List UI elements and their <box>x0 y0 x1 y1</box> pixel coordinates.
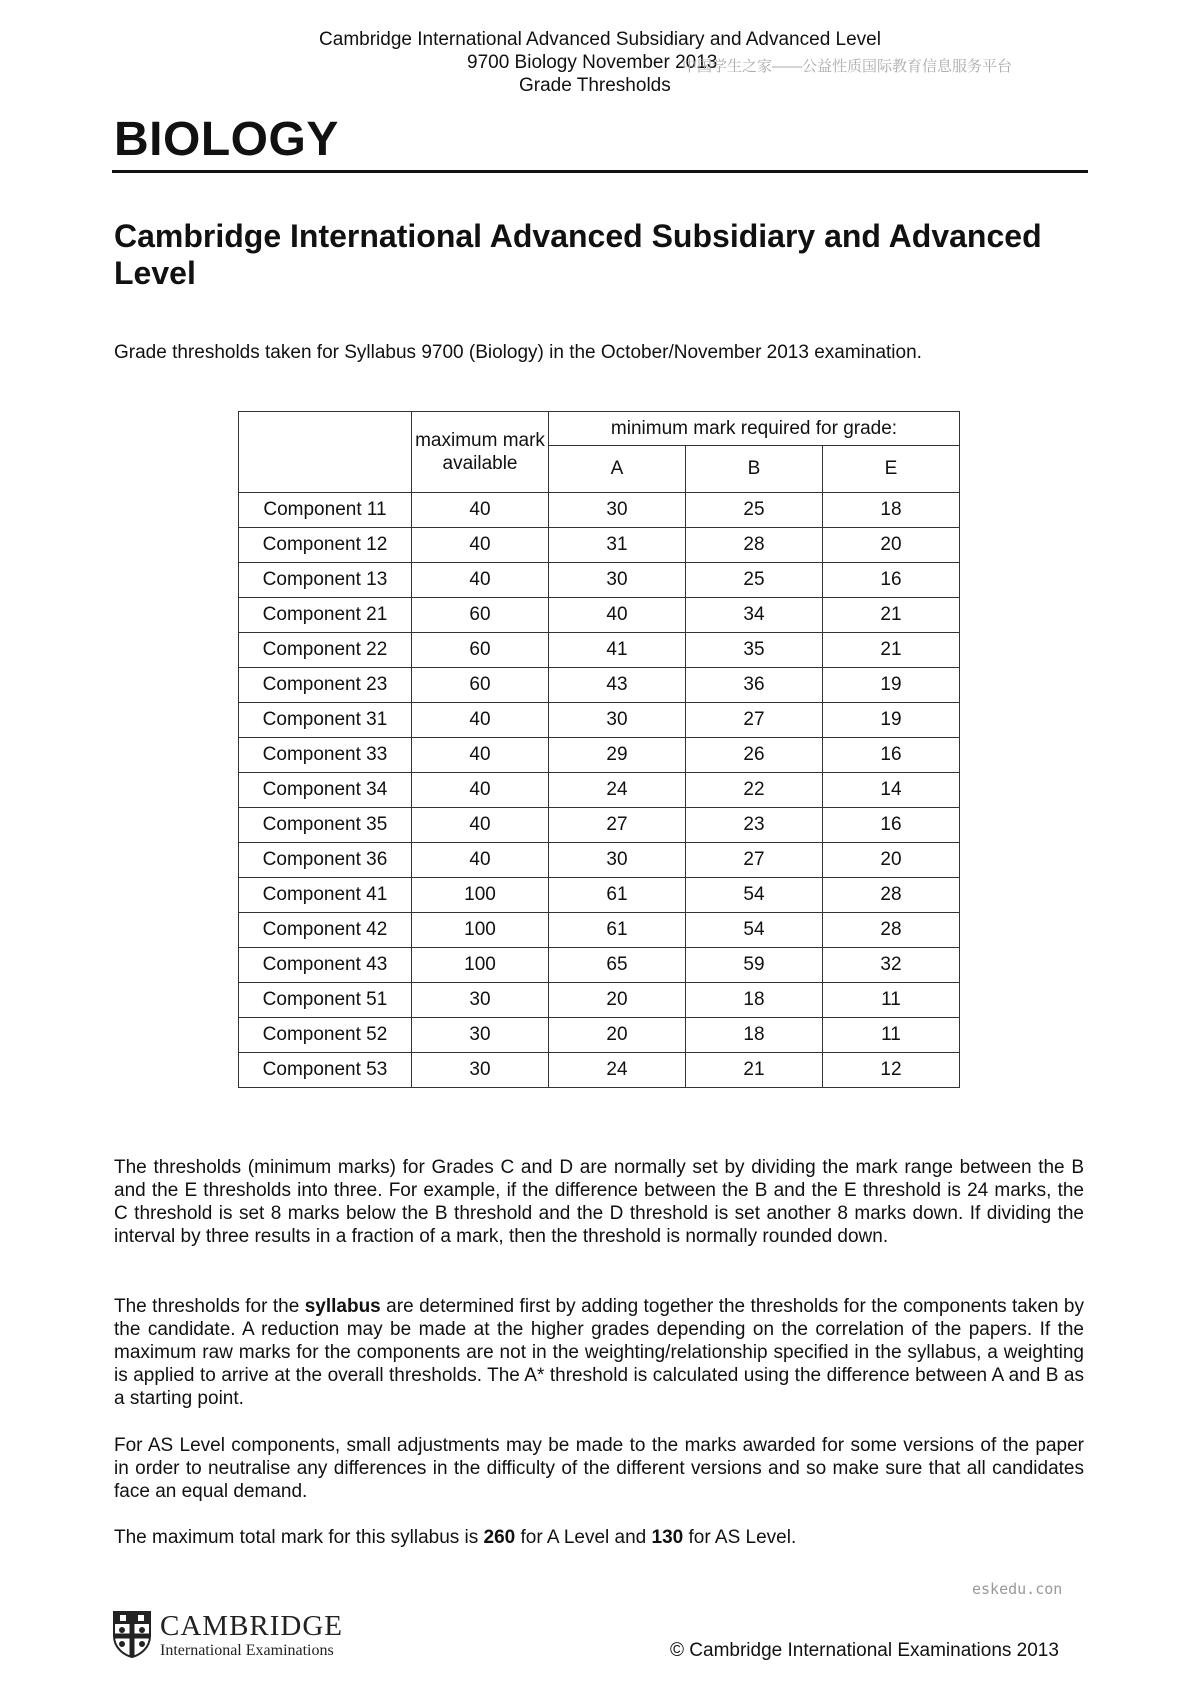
cambridge-logo <box>112 1610 352 1660</box>
grade-e-cell: 21 <box>823 633 960 668</box>
max-mark-cell: 40 <box>412 843 549 878</box>
table-row <box>239 808 960 843</box>
table-row <box>239 563 960 598</box>
table-row <box>239 843 960 878</box>
max-mark-cell: 100 <box>412 948 549 983</box>
grade-a-cell: 61 <box>549 913 686 948</box>
component-name-cell: Component 12 <box>239 528 412 563</box>
grade-b-cell: 18 <box>686 1018 823 1053</box>
watermark-text: 中国学生之家——公益性质国际教育信息服务平台 <box>682 58 1013 75</box>
grade-b-cell: 25 <box>686 563 823 598</box>
grade-b-cell: 27 <box>686 703 823 738</box>
table-row <box>239 948 960 983</box>
p4-text-e: for AS Level. <box>683 1527 797 1548</box>
page-subtitle: Cambridge International Advanced Subsidiary and Advanced Level <box>114 218 1042 291</box>
paragraph-as-adjustments: For AS Level components, small adjustments may be made to the marks awarded for some versions of the paper in order to neutralise any differences in the difficulty of the different versions and so make sure that all candidates face an equal demand. <box>114 1435 1084 1502</box>
max-mark-cell: 40 <box>412 528 549 563</box>
cambridge-shield-icon <box>112 1610 152 1658</box>
grade-a-cell: 30 <box>549 843 686 878</box>
grade-a-cell: 41 <box>549 633 686 668</box>
max-mark-cell: 40 <box>412 563 549 598</box>
grade-e-cell: 16 <box>823 808 960 843</box>
grade-b-cell: 34 <box>686 598 823 633</box>
grade-a-cell: 30 <box>549 703 686 738</box>
table-row <box>239 528 960 563</box>
max-mark-cell: 60 <box>412 598 549 633</box>
grade-b-cell: 23 <box>686 808 823 843</box>
table-row <box>239 703 960 738</box>
max-mark-cell: 40 <box>412 493 549 528</box>
table-row <box>239 668 960 703</box>
component-name-cell: Component 35 <box>239 808 412 843</box>
max-mark-cell: 100 <box>412 878 549 913</box>
table-row <box>239 598 960 633</box>
component-name-cell: Component 22 <box>239 633 412 668</box>
grade-b-cell: 28 <box>686 528 823 563</box>
grade-e-cell: 20 <box>823 843 960 878</box>
grade-header-e: E <box>823 446 960 493</box>
table-row <box>239 493 960 528</box>
grade-b-cell: 54 <box>686 878 823 913</box>
p4-as-level-total: 130 <box>651 1527 684 1548</box>
grade-e-cell: 21 <box>823 598 960 633</box>
grade-e-cell: 19 <box>823 668 960 703</box>
logo-subtitle: International Examinations <box>160 1642 334 1659</box>
component-name-cell: Component 36 <box>239 843 412 878</box>
max-mark-cell: 60 <box>412 633 549 668</box>
max-mark-cell: 40 <box>412 703 549 738</box>
component-name-cell: Component 23 <box>239 668 412 703</box>
header-line-3: Grade Thresholds <box>519 75 671 96</box>
component-name-cell: Component 42 <box>239 913 412 948</box>
grade-header-b: B <box>686 446 823 493</box>
grade-e-cell: 18 <box>823 493 960 528</box>
grade-e-cell: 16 <box>823 563 960 598</box>
max-mark-cell: 30 <box>412 1053 549 1088</box>
component-name-cell: Component 53 <box>239 1053 412 1088</box>
p2-bold-word: syllabus <box>304 1296 381 1317</box>
grade-e-cell: 32 <box>823 948 960 983</box>
grade-a-cell: 61 <box>549 878 686 913</box>
grade-b-cell: 35 <box>686 633 823 668</box>
max-mark-cell: 40 <box>412 773 549 808</box>
header-line-1: Cambridge International Advanced Subsidiary and Advanced Level <box>319 29 881 50</box>
page-title: BIOLOGY <box>114 113 339 166</box>
title-divider <box>112 170 1088 173</box>
grade-e-cell: 12 <box>823 1053 960 1088</box>
component-name-cell: Component 34 <box>239 773 412 808</box>
grade-b-cell: 59 <box>686 948 823 983</box>
component-name-cell: Component 51 <box>239 983 412 1018</box>
max-mark-header: maximum mark available <box>412 412 549 493</box>
grade-e-cell: 16 <box>823 738 960 773</box>
table-row <box>239 1018 960 1053</box>
max-mark-cell: 30 <box>412 983 549 1018</box>
component-name-cell: Component 11 <box>239 493 412 528</box>
grade-b-cell: 36 <box>686 668 823 703</box>
grade-e-cell: 11 <box>823 1018 960 1053</box>
grade-a-cell: 30 <box>549 563 686 598</box>
table-row <box>239 1053 960 1088</box>
max-mark-cell: 100 <box>412 913 549 948</box>
paragraph-syllabus-thresholds <box>114 1295 1084 1410</box>
grade-b-cell: 22 <box>686 773 823 808</box>
intro-text: Grade thresholds taken for Syllabus 9700 (Biology) in the October/November 2013 examination. <box>114 342 922 363</box>
table-row <box>239 913 960 948</box>
site-watermark: eskedu.con <box>972 1580 1063 1598</box>
grade-b-cell: 21 <box>686 1053 823 1088</box>
grade-e-cell: 14 <box>823 773 960 808</box>
table-body <box>239 493 960 1088</box>
component-name-cell: Component 13 <box>239 563 412 598</box>
component-name-cell: Component 41 <box>239 878 412 913</box>
max-mark-cell: 30 <box>412 1018 549 1053</box>
grade-b-cell: 18 <box>686 983 823 1018</box>
table-row <box>239 773 960 808</box>
empty-header-cell <box>239 412 412 493</box>
header-line-2: 9700 Biology November 2013 <box>467 52 718 73</box>
paragraph-max-total <box>114 1526 1084 1549</box>
table-row <box>239 983 960 1018</box>
grade-e-cell: 20 <box>823 528 960 563</box>
copyright-notice: © Cambridge International Examinations 2013 <box>670 1640 1059 1661</box>
p4-a-level-total: 260 <box>483 1527 516 1548</box>
component-name-cell: Component 43 <box>239 948 412 983</box>
logo-wordmark: CAMBRIDGE <box>160 1610 344 1642</box>
component-name-cell: Component 21 <box>239 598 412 633</box>
table-header-row <box>239 412 960 446</box>
grade-a-cell: 43 <box>549 668 686 703</box>
grade-a-cell: 40 <box>549 598 686 633</box>
grade-e-cell: 11 <box>823 983 960 1018</box>
grade-a-cell: 20 <box>549 983 686 1018</box>
component-name-cell: Component 33 <box>239 738 412 773</box>
grade-b-cell: 54 <box>686 913 823 948</box>
grade-a-cell: 27 <box>549 808 686 843</box>
max-mark-cell: 40 <box>412 808 549 843</box>
grade-a-cell: 30 <box>549 493 686 528</box>
p4-text-a: The maximum total mark for this syllabus is <box>114 1527 484 1548</box>
p2-text-before: The thresholds for the <box>114 1296 305 1317</box>
p2-text-after: are determined first by adding together the thresholds for the components taken by the candidate. A reduction may be made at the higher grades depending on the correlation of the papers. If the maximum raw marks for the components are not in the weighting/relationship specified in the syllabus, a weighting is applied to arrive at the overall thresholds. The A* threshold is calculated using the difference between A and B as a starting point. <box>114 1296 1084 1409</box>
grade-a-cell: 20 <box>549 1018 686 1053</box>
max-mark-cell: 60 <box>412 668 549 703</box>
component-name-cell: Component 52 <box>239 1018 412 1053</box>
max-mark-cell: 40 <box>412 738 549 773</box>
grade-e-cell: 28 <box>823 913 960 948</box>
p4-text-c: for A Level and <box>515 1527 652 1548</box>
grade-b-cell: 25 <box>686 493 823 528</box>
grade-e-cell: 28 <box>823 878 960 913</box>
grade-b-cell: 27 <box>686 843 823 878</box>
grade-a-cell: 24 <box>549 1053 686 1088</box>
grade-a-cell: 31 <box>549 528 686 563</box>
grade-a-cell: 29 <box>549 738 686 773</box>
table-row <box>239 738 960 773</box>
grade-a-cell: 24 <box>549 773 686 808</box>
grade-thresholds-table <box>238 411 960 1088</box>
component-name-cell: Component 31 <box>239 703 412 738</box>
table-row <box>239 633 960 668</box>
paragraph-cd-thresholds: The thresholds (minimum marks) for Grades C and D are normally set by dividing the mark range between the B and the E thresholds into three. For example, if the difference between the B and the E threshold is 24 marks, the C threshold is set 8 marks below the B threshold and the D threshold is set another 8 marks down. If dividing the interval by three results in a fraction of a mark, then the threshold is normally rounded down. <box>114 1157 1084 1247</box>
grade-e-cell: 19 <box>823 703 960 738</box>
grade-header-a: A <box>549 446 686 493</box>
grade-b-cell: 26 <box>686 738 823 773</box>
min-mark-header: minimum mark required for grade: <box>549 412 960 446</box>
table-row <box>239 878 960 913</box>
grade-a-cell: 65 <box>549 948 686 983</box>
